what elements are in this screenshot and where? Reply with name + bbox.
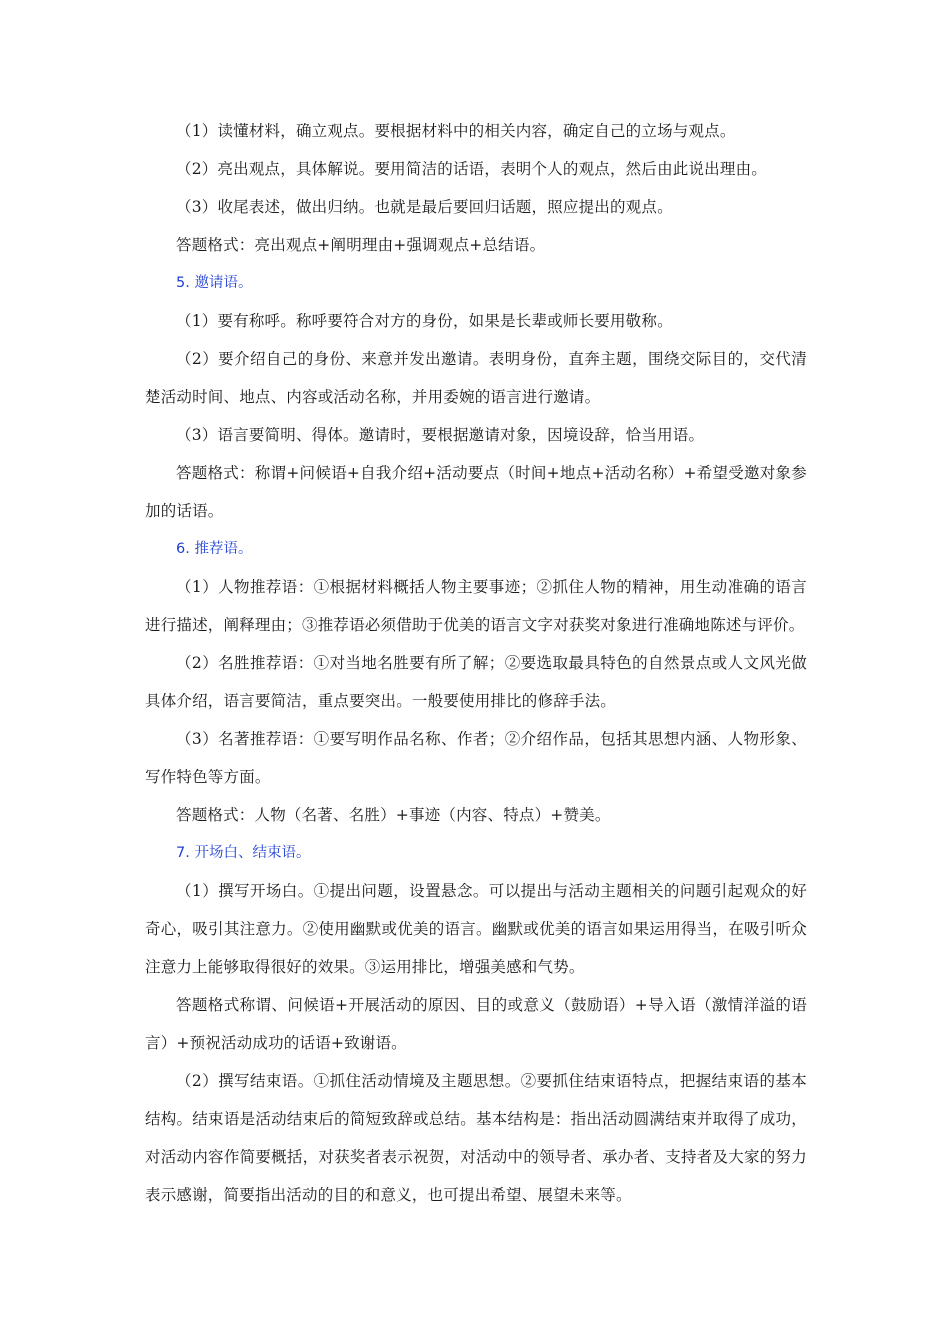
paragraph-opening: （1）撰写开场白。①提出问题，设置悬念。可以提出与活动主题相关的问题引起观众的好奇心，吸引其注意力。②使用幽默或优美的语言。幽默或优美的语言如果运用得当，在吸引听众注意力上能够取得很好的效果。③运用排比，增强美感和气势。	[145, 882, 807, 976]
paragraph-invitation-3: （3）语言要简明、得体。邀请时，要根据邀请对象，因境设辞，恰当用语。	[176, 426, 705, 444]
paragraph-invitation-format: 答题格式：称谓+问候语+自我介绍+活动要点（时间+地点+活动名称）+希望受邀对象参加的话语。	[145, 464, 807, 520]
paragraph-invitation-1: （1）要有称呼。称呼要符合对方的身份，如果是长辈或师长要用敬称。	[176, 312, 673, 330]
paragraph-recommendation-format: 答题格式：人物（名著、名胜）+事迹（内容、特点）+赞美。	[176, 806, 611, 824]
paragraph-viewpoint-step-3: （3）收尾表述，做出归纳。也就是最后要回归话题，照应提出的观点。	[176, 198, 673, 216]
section-heading-opening-closing: 7. 开场白、结束语。	[176, 845, 311, 861]
paragraph-closing: （2）撰写结束语。①抓住活动情境及主题思想。②要抓住结束语特点，把握结束语的基本结构。结束语是活动结束后的简短致辞或总结。基本结构是：指出活动圆满结束并取得了成功，对活动内容作简要概括，对获奖者表示祝贺，对活动中的领导者、承办者、支持者及大家的努力表示感谢，简要指出活动的目的和意义，也可提出希望、展望未来等。	[145, 1072, 807, 1204]
paragraph-viewpoint-step-1: （1）读懂材料，确立观点。要根据材料中的相关内容，确定自己的立场与观点。	[176, 122, 736, 140]
paragraph-invitation-2: （2）要介绍自己的身份、来意并发出邀请。表明身份，直奔主题，围绕交际目的，交代清楚活动时间、地点、内容或活动名称，并用委婉的语言进行邀请。	[145, 350, 807, 406]
paragraph-opening-format: 答题格式称谓、问候语+开展活动的原因、目的或意义（鼓励语）+导入语（激情洋溢的语言）+预祝活动成功的话语+致谢语。	[145, 996, 807, 1052]
document-body	[145, 112, 807, 1214]
section-heading-invitation: 5. 邀请语。	[176, 275, 253, 291]
paragraph-viewpoint-format: 答题格式：亮出观点+阐明理由+强调观点+总结语。	[176, 236, 546, 254]
section-heading-recommendation: 6. 推荐语。	[176, 541, 253, 557]
paragraph-recommendation-person: （1）人物推荐语：①根据材料概括人物主要事迹；②抓住人物的精神，用生动准确的语言进行描述，阐释理由；③推荐语必须借助于优美的语言文字对获奖对象进行准确地陈述与评价。	[145, 578, 807, 634]
paragraph-recommendation-book: （3）名著推荐语：①要写明作品名称、作者；②介绍作品，包括其思想内涵、人物形象、写作特色等方面。	[145, 730, 807, 786]
paragraph-recommendation-scenic: （2）名胜推荐语：①对当地名胜要有所了解；②要选取最具特色的自然景点或人文风光做具体介绍，语言要简洁，重点要突出。一般要使用排比的修辞手法。	[145, 654, 807, 710]
paragraph-viewpoint-step-2: （2）亮出观点，具体解说。要用简洁的话语，表明个人的观点，然后由此说出理由。	[176, 160, 767, 178]
